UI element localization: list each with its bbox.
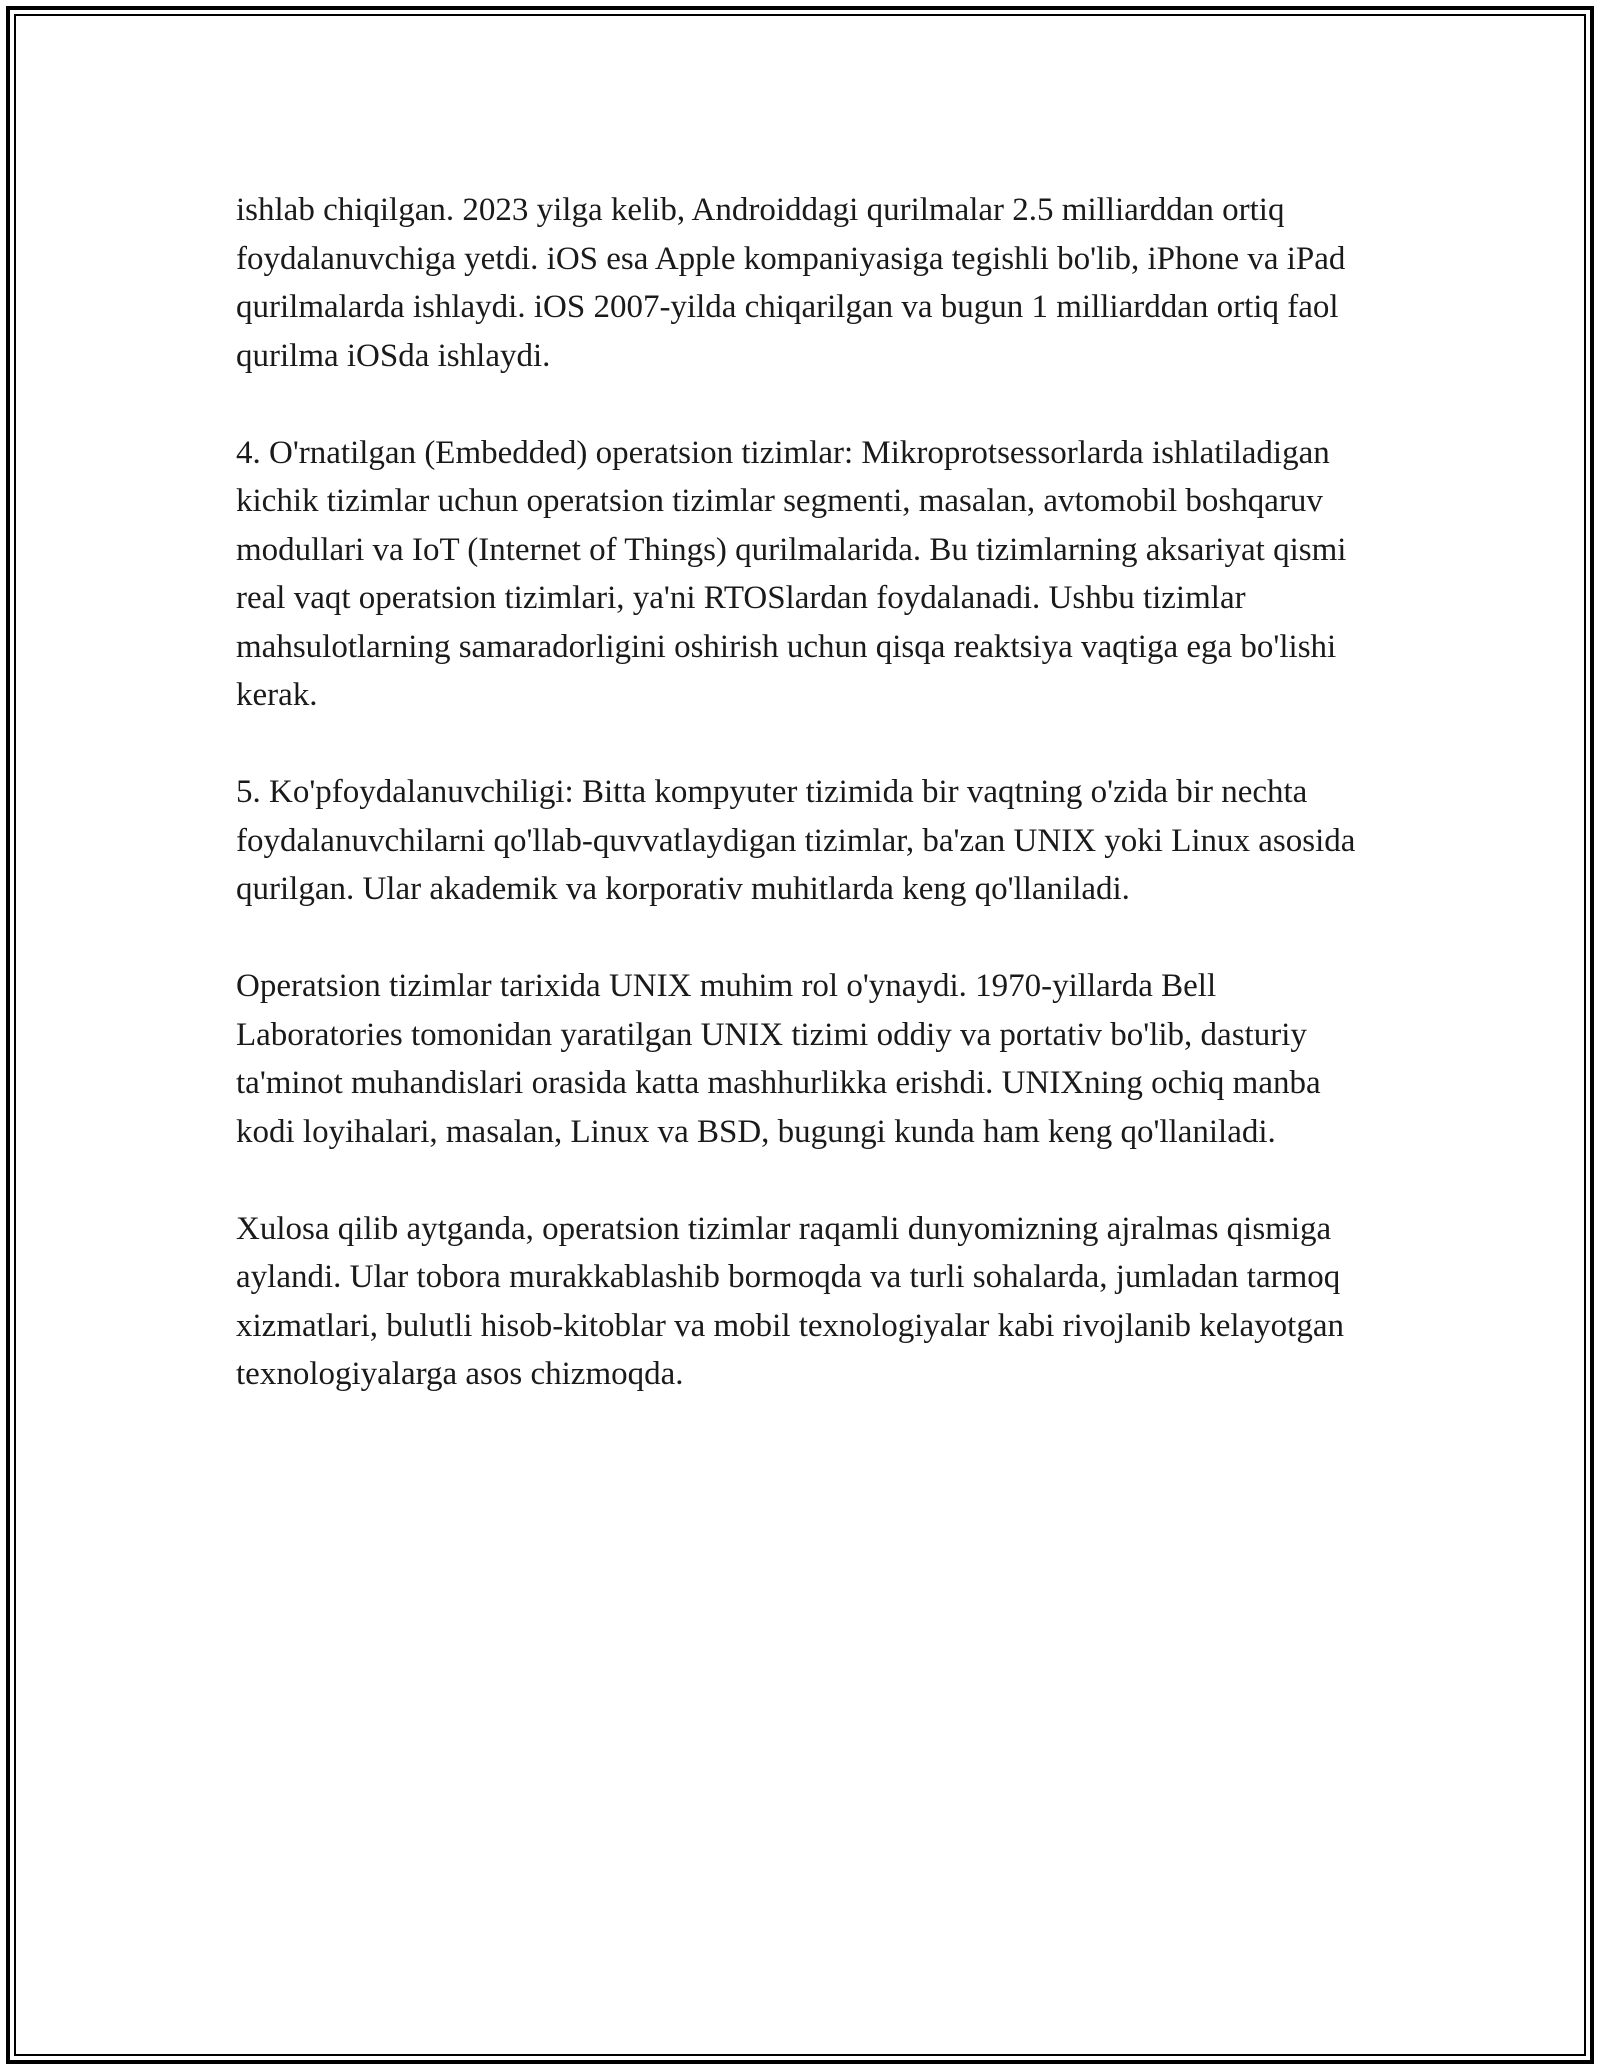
paragraph-embedded-os: 4. O'rnatilgan (Embedded) operatsion tizimlar: Mikroprotsessorlarda ishlatiladigan kichik tizimlar uchun operatsion tizimlar segmenti, masalan, avtomobil boshqaruv modullari va IoT (Internet of Things) qurilmalarida. Bu tizimlarning aksariyat qismi real vaqt operatsion tizimlari, ya'ni RTOSlardan foydalanadi. Ushbu tizimlar mahsulotlarning samaradorligini oshirish uchun qisqa reaktsiya vaqtiga ega bo'lishi kerak. [236,434,1347,713]
paragraph-mobile-os: ishlab chiqilgan. 2023 yilga kelib, Androiddagi qurilmalar 2.5 milliarddan ortiq foydalanuvchiga yetdi. iOS esa Apple kompaniyasiga tegishli bo'lib, iPhone va iPad qurilmalarda ishlaydi. iOS 2007-yilda chiqarilgan va bugun 1 milliarddan ortiq faol qurilma iOSda ishlaydi. [236,192,1346,374]
paragraph-unix-history: Operatsion tizimlar tarixida UNIX muhim rol o'ynaydi. 1970-yillarda Bell Laboratories tomonidan yaratilgan UNIX tizimi oddiy va portativ bo'lib, dasturiy ta'minot muhandislari orasida katta mashhurlikka erishdi. UNIXning ochiq manba kodi loyihalari, masalan, Linux va BSD, bugungi kunda ham keng qo'llaniladi. [236,968,1321,1150]
paragraph-multiuser-os: 5. Ko'pfoydalanuvchiligi: Bitta kompyuter tizimida bir vaqtning o'zida bir nechta foydalanuvchilarni qo'llab-quvvatlaydigan tizimlar, ba'zan UNIX yoki Linux asosida qurilgan. Ular akademik va korporativ muhitlarda keng qo'llaniladi. [236,774,1356,907]
paragraph-conclusion: Xulosa qilib aytganda, operatsion tizimlar raqamli dunyomizning ajralmas qismiga aylandi. Ular tobora murakkablashib bormoqda va turli sohalarda, jumladan tarmoq xizmatlari, bulutli hisob-kitoblar va mobil texnologiyalar kabi rivojlanib kelayotgan texnologiyalarga asos chizmoqda. [236,1210,1344,1392]
document-body [236,186,1386,1399]
